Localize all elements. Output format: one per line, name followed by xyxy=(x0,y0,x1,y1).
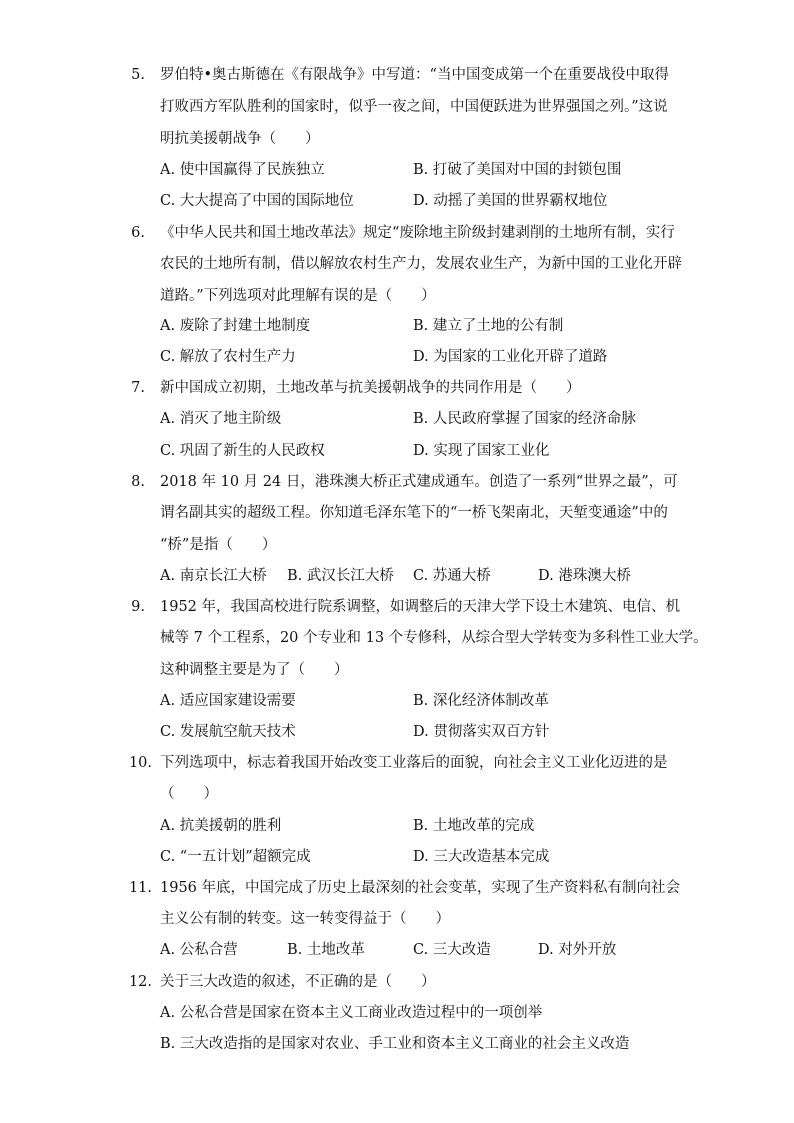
question-number: 10. xyxy=(128,755,152,771)
option-a: A. 南京长江大桥 xyxy=(160,568,267,584)
option-d: D. 为国家的工业化开辟了道路 xyxy=(413,349,608,365)
question-text: 新中国成立初期，土地改革与抗美援朝战争的共同作用是（ ） xyxy=(160,380,581,396)
option-d: D. 三大改造基本完成 xyxy=(413,849,550,865)
option-c: C. 解放了农村生产力 xyxy=(160,349,296,365)
option-a: A. 公私合营 xyxy=(160,942,238,958)
question-text: 明抗美援朝战争（ ） xyxy=(160,131,320,147)
option-c: C. “一五计划”超额完成 xyxy=(160,849,311,865)
option-a: A. 抗美援朝的胜利 xyxy=(160,818,282,834)
option-b: B. 打破了美国对中国的封锁包围 xyxy=(413,162,622,178)
question-text: 关于三大改造的叙述，不正确的是（ ） xyxy=(160,974,436,990)
option-d: D. 贯彻落实双百方针 xyxy=(413,724,550,740)
question-text: 打败西方军队胜利的国家时，似乎一夜之间，中国便跃进为世界强国之列。”这说 xyxy=(160,99,668,115)
option-d: D. 港珠澳大桥 xyxy=(538,568,631,584)
option-b: B. 土地改革的完成 xyxy=(413,818,535,834)
question-text: 下列选项中，标志着我国开始改变工业落后的面貌，向社会主义工业化迈进的是 xyxy=(160,755,668,771)
question-text: 这种调整主要是为了（ ） xyxy=(160,662,349,678)
question-text: （ ） xyxy=(160,786,218,802)
option-a: A. 适应国家建设需要 xyxy=(160,693,296,709)
option-a: A. 使中国赢得了民族独立 xyxy=(160,162,325,178)
option-b: B. 建立了土地的公有制 xyxy=(413,318,564,334)
question-number: 5. xyxy=(131,67,145,83)
question-number: 6. xyxy=(131,225,145,241)
question-text: 2018 年 10 月 24 日，港珠澳大桥正式建成通车。创造了一系列“世界之最”，可 xyxy=(160,474,678,490)
question-text: 农民的土地所有制，借以解放农村生产力，发展农业生产，为新中国的工业化开辟 xyxy=(160,256,682,272)
option-b: B. 土地改革 xyxy=(287,942,365,958)
question-text: 《中华人民共和国土地改革法》规定“废除地主阶级封建剥削的土地所有制，实行 xyxy=(160,225,675,241)
option-c: C. 大大提高了中国的国际地位 xyxy=(160,193,354,209)
option-a: A. 公私合营是国家在资本主义工商业改造过程中的一项创举 xyxy=(160,1005,543,1021)
question-text: 谓名副其实的超级工程。你知道毛泽东笔下的“一桥飞架南北，天堑变通途”中的 xyxy=(160,505,668,521)
option-c: C. 发展航空航天技术 xyxy=(160,724,296,740)
question-text: 1956 年底，中国完成了历史上最深刻的社会变革，实现了生产资料私有制向社会 xyxy=(160,880,681,896)
question-text: 道路。”下列选项对此理解有误的是（ ） xyxy=(160,288,436,304)
option-a: A. 消灭了地主阶级 xyxy=(160,411,282,427)
option-c: C. 巩固了新生的人民政权 xyxy=(160,443,325,459)
option-b: B. 人民政府掌握了国家的经济命脉 xyxy=(413,411,636,427)
question-number: 12. xyxy=(128,974,152,990)
question-number: 8. xyxy=(131,474,145,490)
question-number: 7. xyxy=(131,380,145,396)
option-b: B. 武汉长江大桥 xyxy=(287,568,394,584)
option-a: A. 废除了封建土地制度 xyxy=(160,318,311,334)
question-number: 11. xyxy=(128,880,152,896)
option-d: D. 对外开放 xyxy=(538,942,617,958)
option-c: C. 三大改造 xyxy=(413,942,491,958)
option-b: B. 三大改造指的是国家对农业、手工业和资本主义工商业的社会主义改造 xyxy=(160,1036,630,1052)
option-b: B. 深化经济体制改革 xyxy=(413,693,549,709)
question-text: 1952 年，我国高校进行院系调整，如调整后的天津大学下设土木建筑、电信、机 xyxy=(160,599,681,615)
option-d: D. 实现了国家工业化 xyxy=(413,443,550,459)
question-text: “桥”是指（ ） xyxy=(160,537,277,553)
option-d: D. 动摇了美国的世界霸权地位 xyxy=(413,193,608,209)
question-number: 9. xyxy=(131,599,145,615)
question-text: 械等 7 个工程系，20 个专业和 13 个专修科，从综合型大学转变为多科性工业大学。 xyxy=(160,630,708,646)
question-text: 罗伯特•奥古斯德在《有限战争》中写道：“当中国变成第一个在重要战役中取得 xyxy=(160,67,669,83)
option-c: C. 苏通大桥 xyxy=(413,568,491,584)
question-text: 主义公有制的转变。这一转变得益于（ ） xyxy=(160,911,450,927)
